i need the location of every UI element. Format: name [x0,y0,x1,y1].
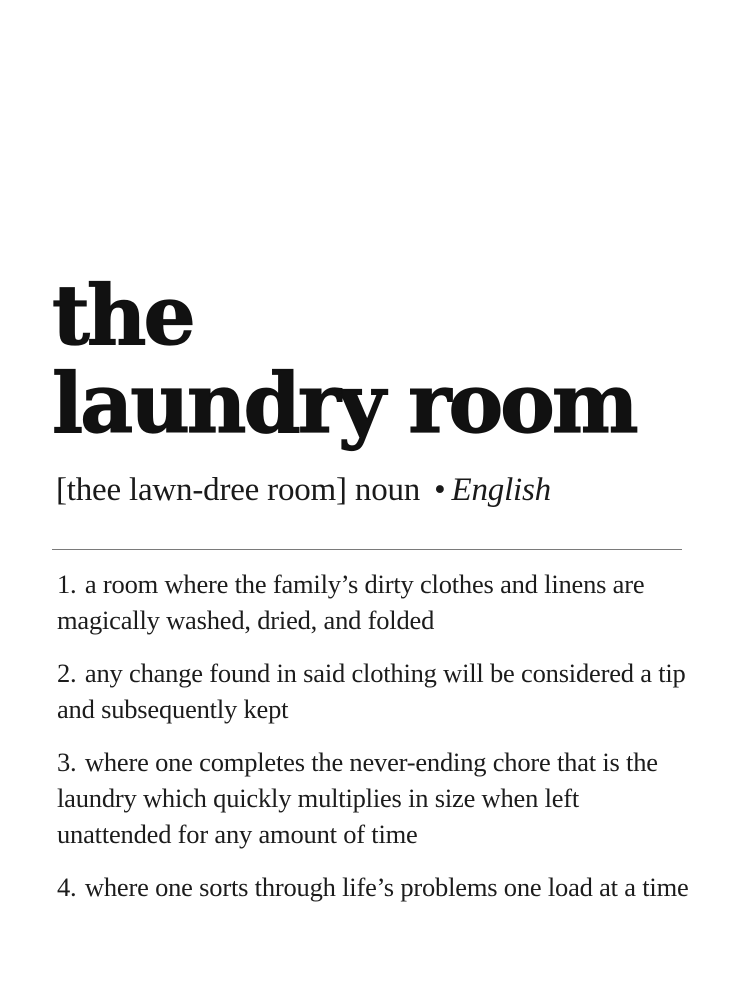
part-of-speech: noun [354,472,421,508]
definition-text: where one completes the never-ending chore that is the laundry which quickly multiplies in size when left unattended for any amount of time [57,747,658,849]
definition-number: 1. [57,569,77,599]
definition-list [57,566,697,922]
title-line-laundry-room: laundry room [52,356,636,452]
definition-item-1 [57,566,697,638]
definition-item-2 [57,655,697,727]
pronunciation-line [56,470,551,510]
language-label: English [451,472,551,508]
definition-number: 4. [57,872,77,902]
divider-rule [52,549,682,550]
definition-item-3 [57,744,697,852]
definition-text: a room where the family’s dirty clothes and linens are magically washed, dried, and folded [57,569,645,635]
definition-text: where one sorts through life’s problems one load at a time [84,872,689,902]
title-line-the: the [52,268,193,364]
poster-title [52,268,636,452]
definition-item-4 [57,869,697,905]
definition-text: any change found in said clothing will be considered a tip and subsequently kept [57,658,686,724]
phonetic-spelling: [thee lawn-dree room] [56,472,347,508]
definition-number: 2. [57,658,77,688]
bullet-separator: • [434,472,446,508]
definition-number: 3. [57,747,77,777]
